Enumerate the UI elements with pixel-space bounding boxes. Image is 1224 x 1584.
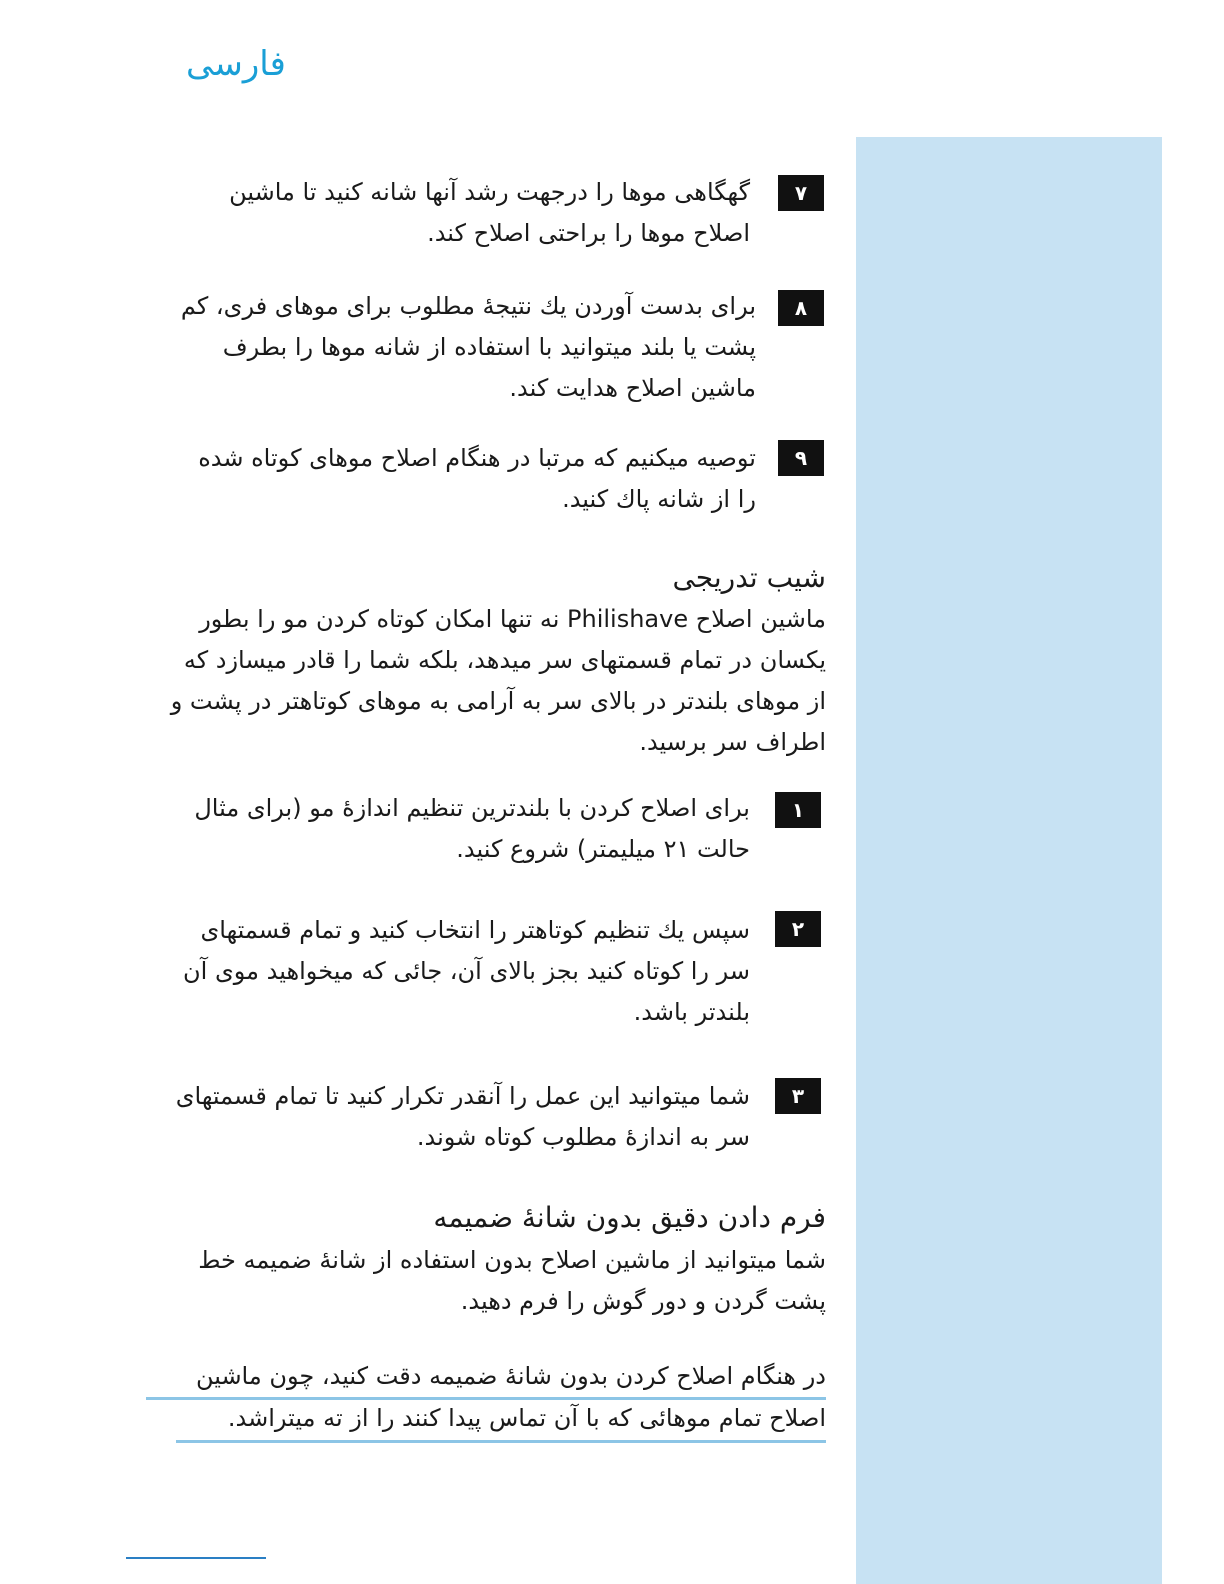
section-body-gradient: ماشین اصلاح Philishave نه تنها امکان کوتاه کردن مو را بطور یکسان در تمام قسمتهای سر میدهد، بلکه شما را قادر میسازد که از موهای بلندتر در بالای سر به آرامی به موهای کوتاهتر در پشت و اطراف سر برسید.: [170, 605, 826, 756]
step-number-2: ۲: [775, 911, 821, 947]
footer-rule: [126, 1557, 266, 1559]
note-underline-2: [176, 1440, 826, 1443]
step-number-7: ۷: [778, 175, 824, 211]
step-text-7: گهگاهی موها را درجهت رشد آنها شانه کنید تا ماشین اصلاح موها را براحتی اصلاح کند.: [229, 178, 750, 247]
note-line-1: در هنگام اصلاح کردن بدون شانهٔ ضمیمه دقت کنید، چون ماشین: [195, 1362, 826, 1390]
section-heading-precise: فرم دادن دقیق بدون شانهٔ ضمیمه: [433, 1201, 826, 1234]
step-number-1: ۱: [775, 792, 821, 828]
step-text-8: برای بدست آوردن یك نتیجهٔ مطلوب برای موهای فری، کم پشت یا بلند میتوانید با استفاده از شانه موها را بطرف ماشین اصلاح هدایت کند.: [180, 292, 756, 402]
step-number-3: ۳: [775, 1078, 821, 1114]
step-text-2: سپس یك تنظیم کوتاهتر را انتخاب کنید و تمام قسمتهای سر را کوتاه کنید بجز بالای آن، جائی که میخواهید موی آن بلندتر باشد.: [183, 916, 750, 1026]
step-text-1: برای اصلاح کردن با بلندترین تنظیم اندازهٔ مو (برای مثال حالت ۲۱ میلیمتر) شروع کنید.: [194, 794, 750, 863]
sidebar-panel: [856, 137, 1162, 1584]
step-text-9: توصیه میکنیم که مرتبا در هنگام اصلاح موهای کوتاه شده را از شانه پاك کنید.: [198, 444, 756, 513]
note-line-2: اصلاح تمام موهائی که با آن تماس پیدا کنند را از ته میتراشد.: [227, 1404, 826, 1432]
section-heading-gradient: شیب تدریجی: [672, 561, 826, 594]
step-number-8: ۸: [778, 290, 824, 326]
step-text-3: شما میتوانید این عمل را آنقدر تکرار کنید تا تمام قسمتهای سر به اندازهٔ مطلوب کوتاه شوند.: [175, 1082, 750, 1151]
language-title: فارسی: [186, 44, 286, 84]
section-body-precise: شما میتوانید از ماشین اصلاح بدون استفاده از شانهٔ ضمیمه خط پشت گردن و دور گوش را فرم دهید.: [198, 1246, 826, 1315]
step-number-9: ۹: [778, 440, 824, 476]
